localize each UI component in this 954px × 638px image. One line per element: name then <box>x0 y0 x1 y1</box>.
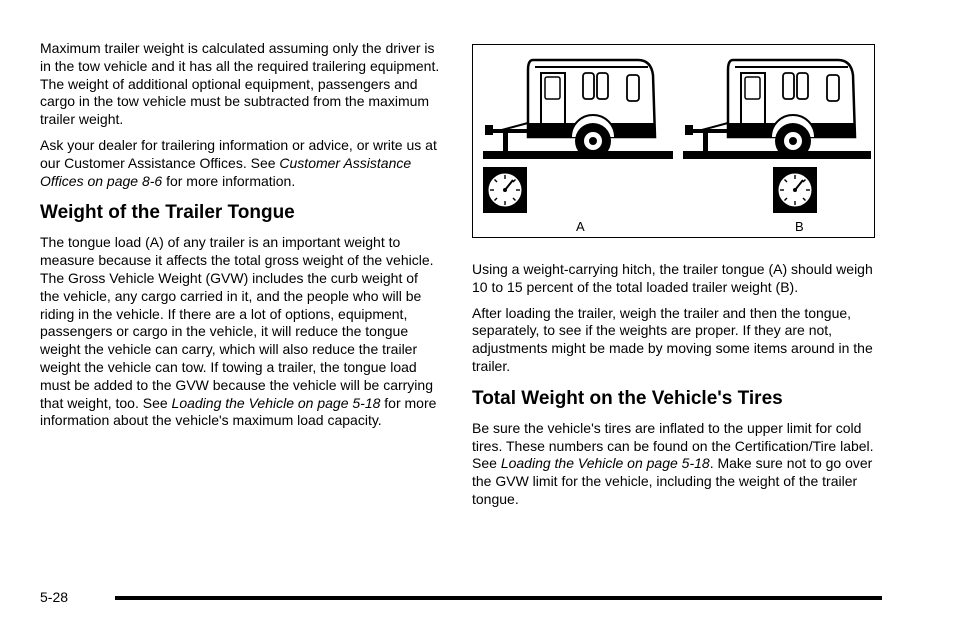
paragraph-weigh-trailer: After loading the trailer, weigh the trailer and then the tongue, separately, to see if the weights are proper. If they are not, adjustments might be made by moving some items around in the trailer. <box>472 304 873 374</box>
label-b: B <box>795 219 804 234</box>
scale-b-icon <box>773 167 817 213</box>
trailer-scale-diagram <box>473 45 873 236</box>
left-column <box>40 40 440 438</box>
section-heading-tongue-weight: Weight of the Trailer Tongue <box>40 202 295 224</box>
text: . Make sure not to go over the GVW limit for the vehicle, including the weight of the trailer tongue. <box>472 455 873 507</box>
paragraph-tire-inflation <box>472 420 877 509</box>
label-a: A <box>576 219 585 234</box>
section-heading-tire-weight: Total Weight on the Vehicle's Tires <box>472 387 783 409</box>
trailer-a-drawing <box>483 60 673 159</box>
cross-reference-link[interactable]: Loading the Vehicle on page 5-18 <box>171 394 381 411</box>
cross-reference-link[interactable]: Customer Assistance Offices on page 8-6 <box>40 154 412 189</box>
trailer-b-drawing <box>683 60 871 159</box>
text: Be sure the vehicle's tires are inflated to the upper limit for cold tires. These numbers can be found on the Certification/Tire label. See <box>472 419 874 472</box>
ground-bar <box>683 151 871 159</box>
text: Ask your dealer for trailering information or advice, or write us at our Customer Assistance Offices. See <box>40 136 437 171</box>
text: The tongue load (A) of any trailer is an important weight to measure because it affects the total gross weight of the vehicle. The Gross Vehicle Weight (GVW) includes the curb weight of the vehicle, any cargo carried in it, and the people who will be riding in the vehicle. If there are a lot of options, equipment, passengers or cargo in the vehicle, it will reduce the tongue weight the vehicle can carry, which will also reduce the trailer weight the vehicle can tow. If towing a trailer, the tongue load must be added to the GVW because the vehicle will be carrying that weight, too. See <box>40 234 434 411</box>
text: for more information. <box>162 172 296 189</box>
ground-bar <box>483 151 673 159</box>
paragraph-max-trailer-weight: Maximum trailer weight is calculated assuming only the driver is in the tow vehicle and it has all the required trailering equipment. The weight of additional optional equipment, passengers and cargo in the tow vehicle must be subtracted from the maximum trailer weight. <box>40 40 440 128</box>
cross-reference-link[interactable]: Loading the Vehicle on page 5-18 <box>500 455 710 472</box>
text: for more information about the vehicle's maximum load capacity. <box>40 394 437 429</box>
scale-a-icon <box>483 167 527 213</box>
paragraph-dealer-advice <box>40 137 440 190</box>
paragraph-hitch-percent: Using a weight-carrying hitch, the trailer tongue (A) should weigh 10 to 15 percent of the total loaded trailer weight (B). <box>472 261 873 295</box>
paragraph-tongue-load <box>40 234 440 430</box>
trailer-weighing-illustration <box>472 44 875 238</box>
footer-divider <box>115 596 882 600</box>
page-number: 5-28 <box>40 589 69 605</box>
right-column <box>472 261 877 517</box>
